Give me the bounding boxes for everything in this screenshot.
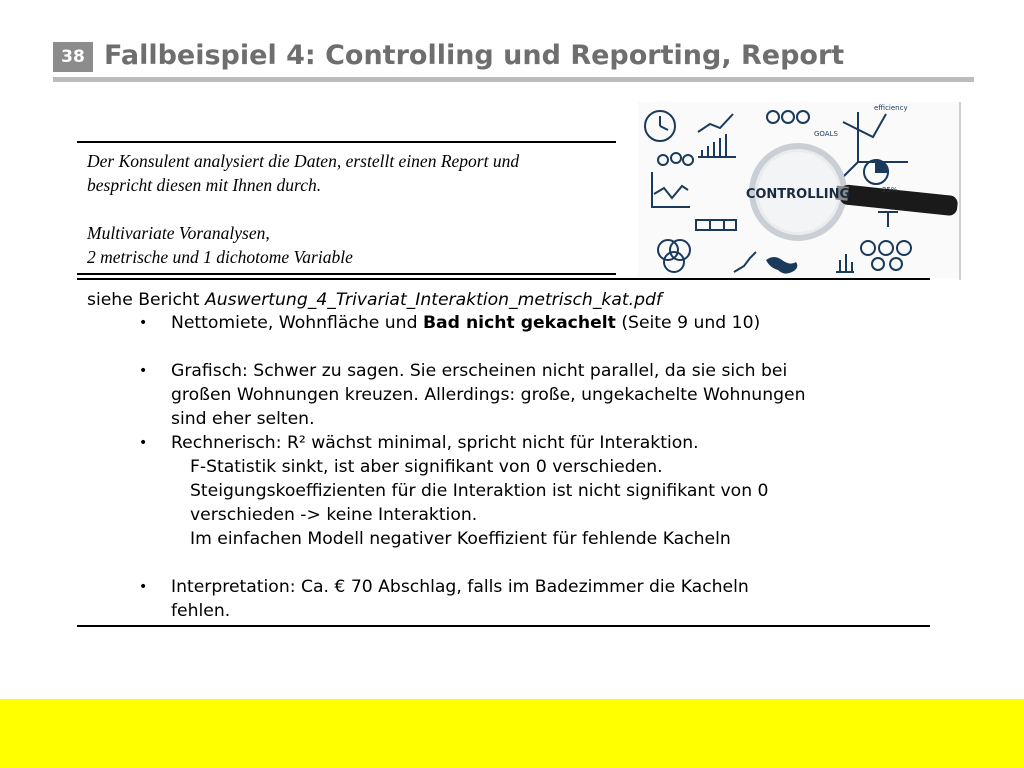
efficiency-label: efficiency <box>874 104 908 112</box>
intro-box <box>77 141 616 275</box>
bullet-3-line-1: Rechnerisch: R² wächst minimal, spricht nicht für Interaktion. <box>171 433 699 453</box>
footer-bar <box>0 699 1024 768</box>
bullet-1-prefix: Nettomiete, Wohnfläche und <box>171 313 423 333</box>
intro-line-2: bespricht diesen mit Ihnen durch. <box>87 175 322 195</box>
bullet-3-line-2: F-Statistik sinkt, ist aber signifikant von 0 verschieden. <box>190 457 663 477</box>
report-filename: Auswertung_4_Trivariat_Interaktion_metrisch_kat.pdf <box>205 290 662 310</box>
bullet-1-bold: Bad nicht gekachelt <box>422 313 616 333</box>
intro-line-3: Multivariate Voranalysen, <box>87 223 270 243</box>
bullet-2-marker: • <box>139 363 148 379</box>
intro-line-1: Der Konsulent analysiert die Daten, erstellt einen Report und <box>87 151 520 171</box>
bullet-3-line-4: verschieden -> keine Interaktion. <box>190 505 478 525</box>
slide-number: 38 <box>53 42 93 72</box>
bullet-1-suffix: (Seite 9 und 10) <box>615 313 761 333</box>
report-box <box>77 278 930 627</box>
bullet-4-marker: • <box>139 579 148 595</box>
bullet-3-line-5: Im einfachen Modell negativer Koeffizient für fehlende Kacheln <box>190 529 731 549</box>
bullet-3-marker: • <box>139 435 148 451</box>
goals-label: GOALS <box>814 130 838 138</box>
bullet-2-line-2: großen Wohnungen kreuzen. Allerdings: große, ungekachelte Wohnungen <box>171 385 806 405</box>
controlling-illustration <box>638 102 961 278</box>
percent-label: 25% <box>882 186 898 194</box>
bullet-4-line-2: fehlen. <box>171 601 231 621</box>
illustration-edge <box>959 102 961 280</box>
bullet-1-text <box>171 311 760 335</box>
bullet-2-line-3: sind eher selten. <box>171 409 315 429</box>
bullet-3-line-3: Steigungskoeffizienten für die Interaktion ist nicht signifikant von 0 <box>190 481 769 501</box>
intro-line-4: 2 metrische und 1 dichotome Variable <box>87 247 353 267</box>
slide-title: Fallbeispiel 4: Controlling und Reporting, Report <box>104 40 845 71</box>
title-underline <box>53 77 974 82</box>
controlling-doodle-image <box>638 102 961 278</box>
report-reference <box>87 288 662 312</box>
bullet-4-line-1: Interpretation: Ca. € 70 Abschlag, falls im Badezimmer die Kacheln <box>171 577 749 597</box>
bullet-2-line-1: Grafisch: Schwer zu sagen. Sie erscheinen nicht parallel, da sie sich bei <box>171 361 788 381</box>
report-reference-prefix: siehe Bericht <box>87 290 205 310</box>
bullet-1-marker: • <box>139 315 148 331</box>
controlling-label: CONTROLLING <box>745 187 851 202</box>
